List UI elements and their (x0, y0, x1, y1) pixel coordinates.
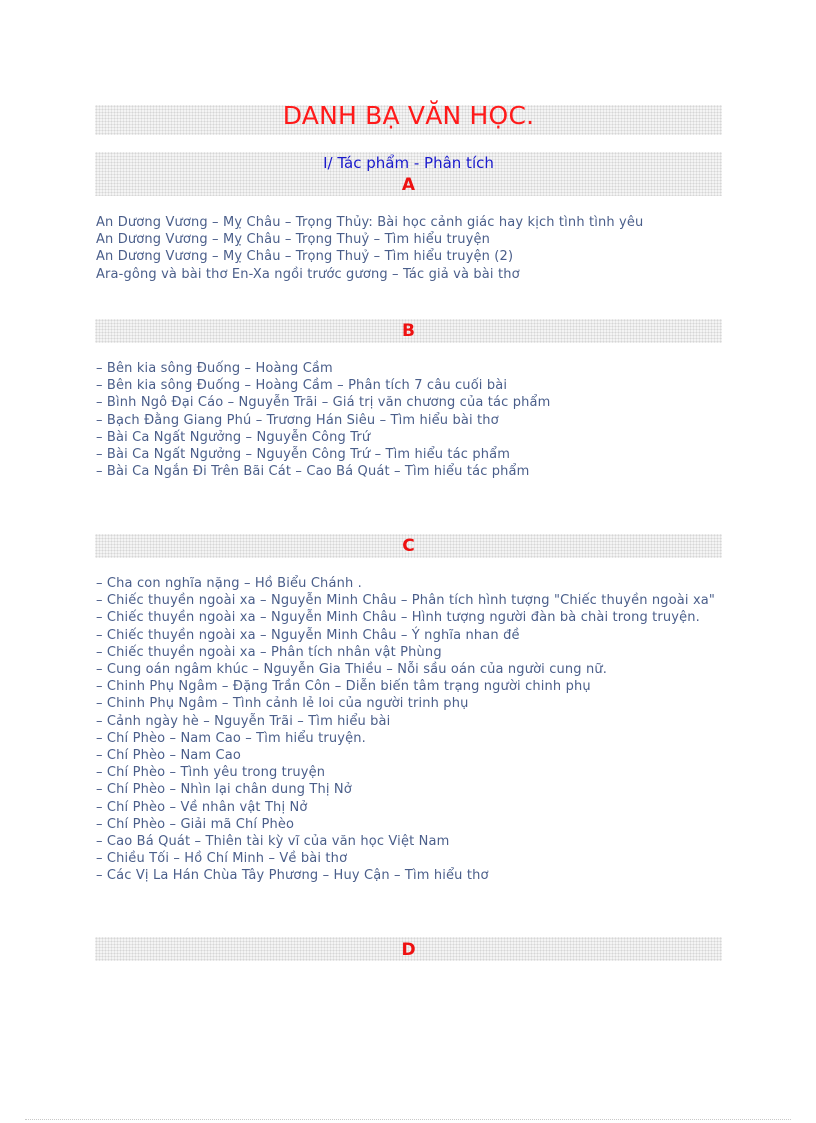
list-item[interactable]: – Chiếc thuyền ngoài xa – Phân tích nhân vật Phùng (96, 644, 442, 660)
list-item[interactable]: – Bên kia sông Đuống – Hoàng Cầm (96, 361, 333, 376)
list-item[interactable]: – Chinh Phụ Ngâm – Đặng Trần Côn – Diễn biến tâm trạng người chinh phụ (96, 679, 591, 695)
list-item[interactable]: – Chinh Phụ Ngâm – Tình cảnh lẻ loi của người trinh phụ (96, 696, 469, 712)
section-letter-b: B (402, 321, 415, 341)
list-item[interactable]: – Chí Phèo – Giải mã Chí Phèo (96, 816, 295, 832)
list-item[interactable]: – Chí Phèo – Về nhân vật Thị Nở (96, 799, 308, 815)
list-item[interactable]: An Dương Vương – Mỵ Châu – Trọng Thủy: Bài học cảnh giác hay kịch tình tình yêu (96, 215, 644, 230)
list-item[interactable]: – Các Vị La Hán Chùa Tây Phương – Huy Cận – Tìm hiểu thơ (96, 868, 489, 884)
list-item[interactable]: – Chí Phèo – Nam Cao (96, 748, 241, 764)
list-item[interactable]: – Bài Ca Ngắn Đi Trên Bãi Cát – Cao Bá Quát – Tìm hiểu tác phẩm (96, 464, 530, 480)
section-letter-d: D (401, 940, 416, 960)
section-subtitle: I/ Tác phẩm - Phân tích (323, 154, 494, 172)
list-item[interactable]: – Chiếc thuyền ngoài xa – Nguyễn Minh Châu – Hình tượng người đàn bà chài trong truyện. (96, 610, 700, 626)
list-item[interactable]: – Chí Phèo – Nam Cao – Tìm hiểu truyện. (96, 730, 366, 746)
section-a-list (96, 214, 643, 283)
page-title: DANH BẠ VĂN HỌC. (282, 101, 535, 130)
list-item[interactable]: – Bài Ca Ngất Ngưởng – Nguyễn Công Trứ (96, 429, 371, 445)
section-letter-c: C (402, 536, 415, 556)
list-item[interactable]: – Bên kia sông Đuống – Hoàng Cầm – Phân tích 7 câu cuối bài (96, 378, 508, 394)
section-letter-a: A (401, 175, 416, 195)
list-item[interactable]: – Chí Phèo – Nhìn lại chân dung Thị Nở (96, 782, 352, 798)
list-item[interactable]: Ara-gông và bài thơ En-Xa ngồi trước gương – Tác giả và bài thơ (96, 266, 520, 282)
list-item[interactable]: – Chí Phèo – Tình yêu trong truyện (96, 765, 326, 781)
list-item[interactable]: – Bình Ngô Đại Cáo – Nguyễn Trãi – Giá trị văn chương của tác phẩm (96, 395, 551, 411)
list-item[interactable]: – Cung oán ngâm khúc – Nguyễn Gia Thiều – Nỗi sầu oán của người cung nữ. (96, 662, 608, 678)
list-item[interactable]: – Cao Bá Quát – Thiên tài kỳ vĩ của văn học Việt Nam (96, 834, 450, 850)
list-item[interactable]: – Chiếc thuyền ngoài xa – Nguyễn Minh Châu – Ý nghĩa nhan đề (96, 627, 520, 643)
list-item[interactable]: An Dương Vương – Mỵ Châu – Trọng Thuỷ – Tìm hiểu truyện (2) (96, 249, 514, 265)
list-item[interactable]: – Cha con nghĩa nặng – Hồ Biểu Chánh . (96, 576, 362, 591)
list-item[interactable]: – Bài Ca Ngất Ngưởng – Nguyễn Công Trứ – Tìm hiểu tác phẩm (96, 447, 511, 463)
section-c-list (96, 575, 715, 885)
list-item[interactable]: – Bạch Đằng Giang Phú – Trương Hán Siêu – Tìm hiểu bài thơ (96, 412, 499, 428)
section-b-list (96, 360, 550, 480)
list-item[interactable]: – Chiều Tối – Hồ Chí Minh – Về bài thơ (96, 851, 348, 867)
footer-divider (25, 1119, 791, 1120)
list-item[interactable]: – Cảnh ngày hè – Nguyễn Trãi – Tìm hiểu bài (96, 713, 391, 729)
list-item[interactable]: An Dương Vương – Mỵ Châu – Trọng Thuỷ – Tìm hiểu truyện (96, 232, 491, 248)
list-item[interactable]: – Chiếc thuyền ngoài xa – Nguyễn Minh Châu – Phân tích hình tượng "Chiếc thuyền ngoài xa" (96, 593, 716, 609)
